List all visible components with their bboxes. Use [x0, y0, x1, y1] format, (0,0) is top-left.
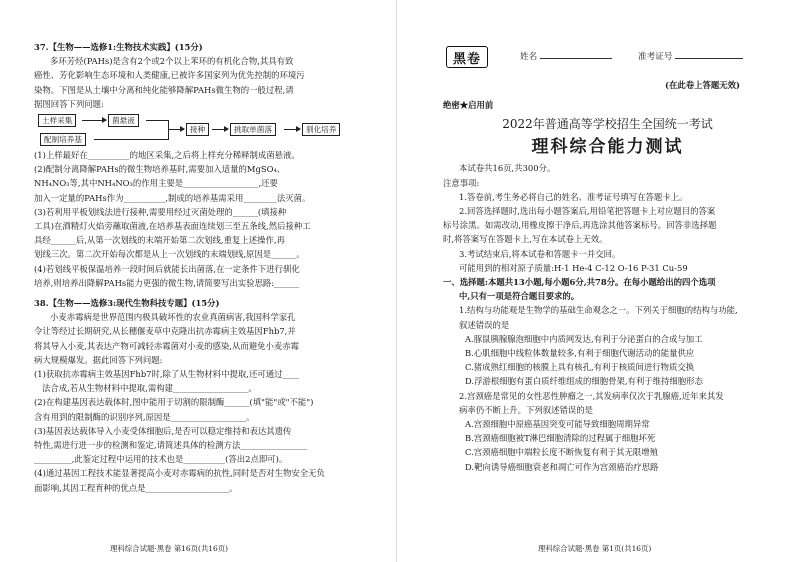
flow-arrow: [82, 120, 106, 121]
q38-line: _________,此鉴定过程中运用的技术也是__________(答出2点即可)。: [34, 454, 288, 465]
q1-stem: 1.结构与功能观是生物学的基础生命观念之一。下列关于细胞的结构与功能,: [459, 305, 738, 316]
left-page-footer: 理科综合试题·黑卷 第16页(共16页): [110, 544, 228, 553]
q38-line: 法合成,若从生物材料中提取,需构建__________________。: [42, 383, 257, 394]
right-page: [397, 70, 794, 562]
q38-line: 病大规模爆发。据此回答下列问题:: [34, 354, 163, 365]
q2-stem: 2.宫颈癌是常见的女性恶性肿瘤之一,其发病率仅次于乳腺癌,近年来其发: [459, 390, 724, 401]
q38-line: 特性,需进行进一步的检测和鉴定,请简述具体的检测方法________________: [34, 440, 308, 451]
note-line: 3.考试结束后,将本试卷和答题卡一并交回。: [459, 248, 621, 259]
q38-heading: 38.【生物——选修3:现代生物科技专题】(15分): [34, 298, 220, 309]
q37-line: (4)若划线平板保温培养一段时间后就能长出菌落,在一定条件下进行驯化: [34, 263, 300, 274]
q37-intro-line: 染物。下图是从土壤中分离和纯化能够降解PAHs微生物的一般过程,请: [34, 84, 294, 95]
q1-option-b: B.心肌细胞中线粒体数量较多,有利于细胞代谢活动的能量供应: [465, 348, 695, 359]
exam-title: 2022年普通高等学校招生全国统一考试: [502, 117, 713, 132]
note-line: 1.答卷前,考生务必将自己的姓名、准考证号填写在答题卡上。: [459, 191, 688, 202]
exam-number-label: 准考证号: [638, 52, 673, 62]
q37-line: 工具)在酒精灯火焰旁蘸取菌液,在培养基表面连续划三至五条线,然后接种工: [34, 221, 311, 232]
name-blank: [540, 50, 612, 59]
q38-line: (3)基因表达载体导入小麦受体细胞后,是否可以稳定维持和表达其遗传: [34, 425, 292, 436]
q37-intro-line: 癌性、芳化影响生态环境和人类健康,已被许多国家列为优先控制的环境污: [34, 70, 305, 81]
q37-line: (2)配制分离降解PAHs的微生物培养基时,需要加入适量的MgSO₄、: [34, 164, 286, 175]
q38-line: 将其导入小麦,其表达产物可减轻赤霉菌对小麦的感染,从而避免小麦赤霉: [34, 340, 299, 351]
notes-heading: 注意事项:: [443, 177, 480, 188]
atomic-masses: 可能用到的相对原子质量:H-1 He-4 C-12 O-16 P-31 Cu-59: [459, 262, 688, 273]
subject-title: 理科综合能力测试: [531, 137, 684, 158]
section-one-heading: 中,只有一项是符合题目要求的。: [459, 291, 580, 302]
note-line: 时,将答案写在答题卡上,写在本试卷上无效。: [443, 234, 608, 245]
name-label: 姓名: [520, 52, 538, 62]
q37-line: 划线三次。第二次开始每次都是从上一次划线的末端划线,原因是______。: [34, 249, 305, 260]
q37-line: 培养,则培养出降解PAHs能力更强的微生物,请简要写出实验思路:______: [34, 277, 300, 288]
flow-box-suspension: 菌悬液: [108, 114, 139, 127]
q2-option-b: B.宫颈癌细胞被T淋巴细胞清除的过程属于细胞坏死: [465, 433, 656, 444]
black-paper-logo: 黑卷: [446, 46, 488, 68]
confidential-mark: 绝密★启用前: [443, 100, 494, 111]
note-line: 2.回答选择题时,选出每小题答案后,用铅笔把答题卡上对应题目的答案: [459, 206, 716, 217]
q38-line: 面影响,其因工程育种的优点是____________________。: [34, 482, 238, 493]
flow-arrow: [212, 129, 228, 130]
exam-number-blank: [675, 50, 743, 59]
q1-option-c: C.猪成熟红细胞的核膜上具有核孔,有利于核质间进行物质交换: [465, 362, 695, 373]
q37-intro-line: 据图回答下列问题:: [34, 98, 104, 109]
q38-line: 含有用到的限制酶的识别序列,原因是__________________。: [34, 411, 255, 422]
flow-connector: [168, 120, 169, 140]
q37-heading: 37.【生物——选修1:生物技术实践】(15分): [34, 42, 203, 52]
q37-intro-line: 多环芳烃(PAHs)是含有2个或2个以上苯环的有机化合物,其具有致: [50, 56, 294, 67]
q38-line: 令让等经过长期研究,从长穗偃麦草中克隆出抗赤霉病主效基因Fhb7,并: [34, 326, 296, 337]
q38-line: (1)获取抗赤霉病主效基因Fhb7时,除了从生物材料中提取,还可通过____: [34, 369, 300, 380]
name-label-group: [520, 50, 612, 62]
q37-line: (3)若利用平板划线法进行接种,需要用经过灭菌处理的______(填接种: [34, 206, 287, 217]
q1-option-d: D.浮游根细胞有蛋白质纤维组成的细胞骨架,有利于维持细胞形态: [465, 376, 703, 387]
q37-flow-diagram: [38, 112, 381, 146]
flow-box-inoculation: 接种: [186, 123, 209, 136]
exam-number-group: [638, 50, 743, 62]
flow-arrow: [168, 129, 184, 130]
q1-stem: 叙述错误的是: [459, 319, 510, 330]
flow-box-acclimation: 驯化培养: [302, 123, 340, 136]
q37-line: (1)上样最好在__________的地区采集,之后将上样充分稀释制成菌悬液。: [34, 150, 300, 161]
q37-line: NH₄NO₃等,其中NH₄NO₃的作用主要是__________________,还要: [34, 178, 278, 189]
flow-arrow: [284, 129, 300, 130]
flow-box-pick-colony: 挑取单菌落: [230, 123, 276, 136]
section-one-heading: 一、选择题:本题共13小题,每小题6分,共78分。在每小题给出的四个选项: [443, 277, 716, 288]
flow-connector: [146, 120, 168, 121]
q37-line: 具经______后,从第一次划线的末端开始第二次划线,重复上述操作,再: [34, 235, 285, 246]
q2-stem: 病率仍不断上升。下列叙述错误的是: [459, 404, 593, 415]
flow-box-soil-sampling: 土样采集: [38, 114, 76, 127]
q38-line: (4)通过基因工程技术能显著提高小麦对赤霉病的抗性,同时是否对生物安全无负: [34, 468, 325, 479]
answer-invalid-note: (在此卷上答题无效): [665, 80, 740, 90]
page-info: 本试卷共16页,共300分。: [459, 163, 556, 174]
q1-option-a: A.豚鼠胰腺腺泡细胞中内质网发达,有利于分泌蛋白的合成与加工: [465, 333, 703, 344]
q2-option-a: A.宫颈细胞中原癌基因突变可能导致细胞周期异常: [465, 419, 650, 430]
q38-line: 小麦赤霉病是世界范围内极具破坏性的农业真菌病害,我国科学家孔: [50, 312, 296, 323]
q38-line: (2)在构建基因表达载体时,图中能用于切割的限制酶______(填"能"或"不能"): [34, 397, 314, 408]
right-page-footer: 理科综合试题·黑卷 第1页(共16页): [538, 544, 652, 553]
flow-box-medium: 配制培养基: [40, 133, 86, 146]
note-line: 标号涂黑。如需改动,用橡皮擦干净后,再选涂其他答案标号。回答非选择题: [443, 220, 717, 231]
q37-line: 加入一定量的PAHs作为__________,制成的培养基需采用________法灭菌。: [34, 192, 311, 203]
q2-option-d: D.靶向诱导癌细胞衰老和凋亡可作为宫颈癌治疗思路: [465, 461, 659, 472]
q2-option-c: C.宫颈癌细胞中端粒长度不断恢复有利于其无限增殖: [465, 447, 659, 458]
flow-connector: [94, 139, 168, 140]
